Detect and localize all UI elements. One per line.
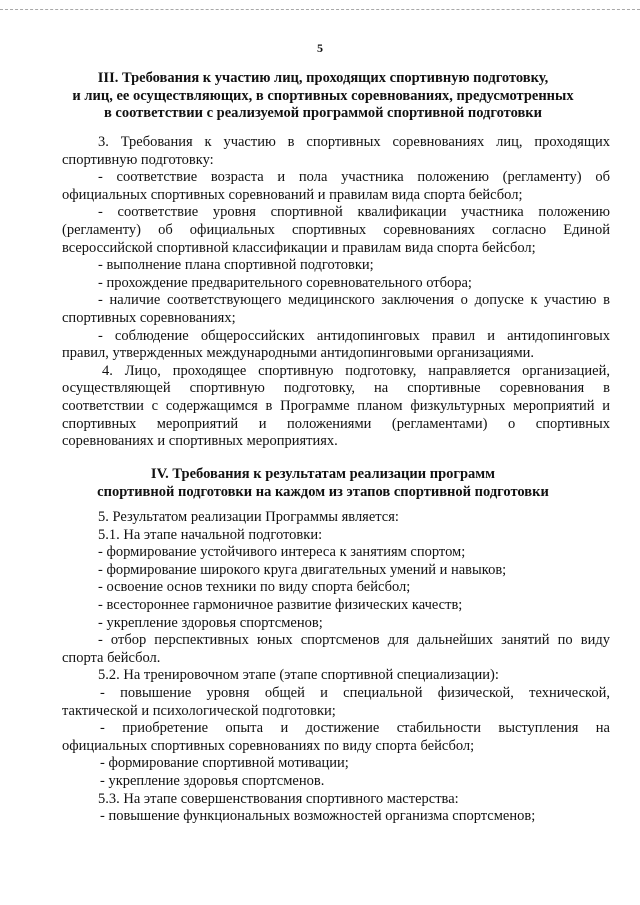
result-item: - отбор перспективных юных спортсменов для дальнейших занятий по виду (98, 632, 610, 649)
paragraph-5: 5. Результатом реализации Программы является: (98, 509, 399, 525)
heading-line: III. Требования к участию лиц, проходящих спортивную подготовку, (97, 70, 549, 86)
requirement-line: - выполнение плана спортивной подготовки; (98, 257, 374, 274)
result-item: - формирование устойчивого интереса к занятиям спортом; (98, 544, 466, 561)
subsection-5-2: 5.2. На тренировочном этапе (этапе спортивной специализации): (98, 667, 499, 684)
paragraph-4-line: осуществляющей спортивную подготовку, на спортивные соревнования в (62, 380, 610, 397)
result-item: - повышение функциональных возможностей организма спортсменов; (100, 808, 536, 825)
requirement-line: - соответствие возраста и пола участника положению (регламенту) об (98, 169, 610, 186)
scan-top-border (0, 9, 640, 10)
heading-line: спортивной подготовки на каждом из этапов спортивной подготовки (97, 483, 549, 500)
paragraph-4-line: 4. Лицо, проходящее спортивную подготовку, направляется организацией, (102, 362, 610, 379)
result-item: спорта бейсбол. (62, 649, 161, 666)
requirement-line: всероссийской спортивной классификации и правилам вида спорта бейсбол; (62, 239, 536, 256)
paragraph-4-line: спортивных мероприятий и положениями (регламентами) о спортивных (62, 415, 610, 432)
section-3-heading (40, 70, 606, 123)
heading-line: IV. Требования к результатам реализации программ (150, 466, 496, 482)
section-3-body (62, 134, 610, 451)
requirement-line: спортивных соревнованиях; (62, 309, 236, 326)
requirement-line: - прохождение предварительного соревновательного отбора; (98, 274, 472, 291)
result-item: - приобретение опыта и достижение стабильности выступления на (100, 720, 610, 737)
page-number: 5 (317, 41, 323, 55)
requirement-line: - наличие соответствующего медицинского заключения о допуске к участию в (98, 292, 610, 309)
result-item: - формирование спортивной мотивации; (100, 755, 349, 772)
section-4-body (62, 509, 610, 826)
paragraph-4-line: соревнованиях и спортивных мероприятиях. (62, 433, 338, 450)
paragraph-3-line: 3. Требования к участию в спортивных соревнованиях лиц, проходящих (98, 134, 610, 150)
requirement-line: - соответствие уровня спортивной квалификации участника положению (98, 204, 610, 221)
result-item: тактической и психологической подготовки; (62, 702, 336, 719)
heading-line: и лиц, ее осуществляющих, в спортивных соревнованиях, предусмотренных (72, 87, 574, 104)
result-item: - повышение уровня общей и специальной физической, технической, (100, 684, 610, 701)
result-item: - всестороннее гармоничное развитие физических качеств; (98, 596, 463, 613)
paragraph-4-line: соответствии с содержащимся в Программе планом физкультурных мероприятий и (62, 397, 610, 414)
subsection-5-3: 5.3. На этапе совершенствования спортивного мастерства: (98, 790, 459, 807)
result-item: официальных спортивных соревнованиях по виду спорта бейсбол; (62, 737, 475, 754)
result-item: - укрепление здоровья спортсменов; (98, 614, 323, 631)
result-item: - формирование широкого круга двигательных умений и навыков; (98, 561, 507, 578)
subsection-5-1: 5.1. На этапе начальной подготовки: (98, 526, 323, 543)
requirement-line: (регламенту) об официальных спортивных соревнованиях согласно Единой (62, 221, 610, 238)
heading-line: в соответствии с реализуемой программой спортивной подготовки (103, 105, 543, 121)
result-item: - укрепление здоровья спортсменов. (100, 772, 325, 789)
requirement-line: правил, утвержденных международными антидопинговыми организациями. (62, 345, 535, 362)
paragraph-3-line: спортивную подготовку: (62, 151, 214, 168)
requirement-line: официальных спортивных соревнований и правилам вида спорта бейсбол; (62, 186, 523, 203)
result-item: - освоение основ техники по виду спорта бейсбол; (98, 579, 411, 596)
section-4-heading (40, 466, 606, 501)
requirement-line: - соблюдение общероссийских антидопинговых правил и антидопинговых (98, 327, 610, 344)
